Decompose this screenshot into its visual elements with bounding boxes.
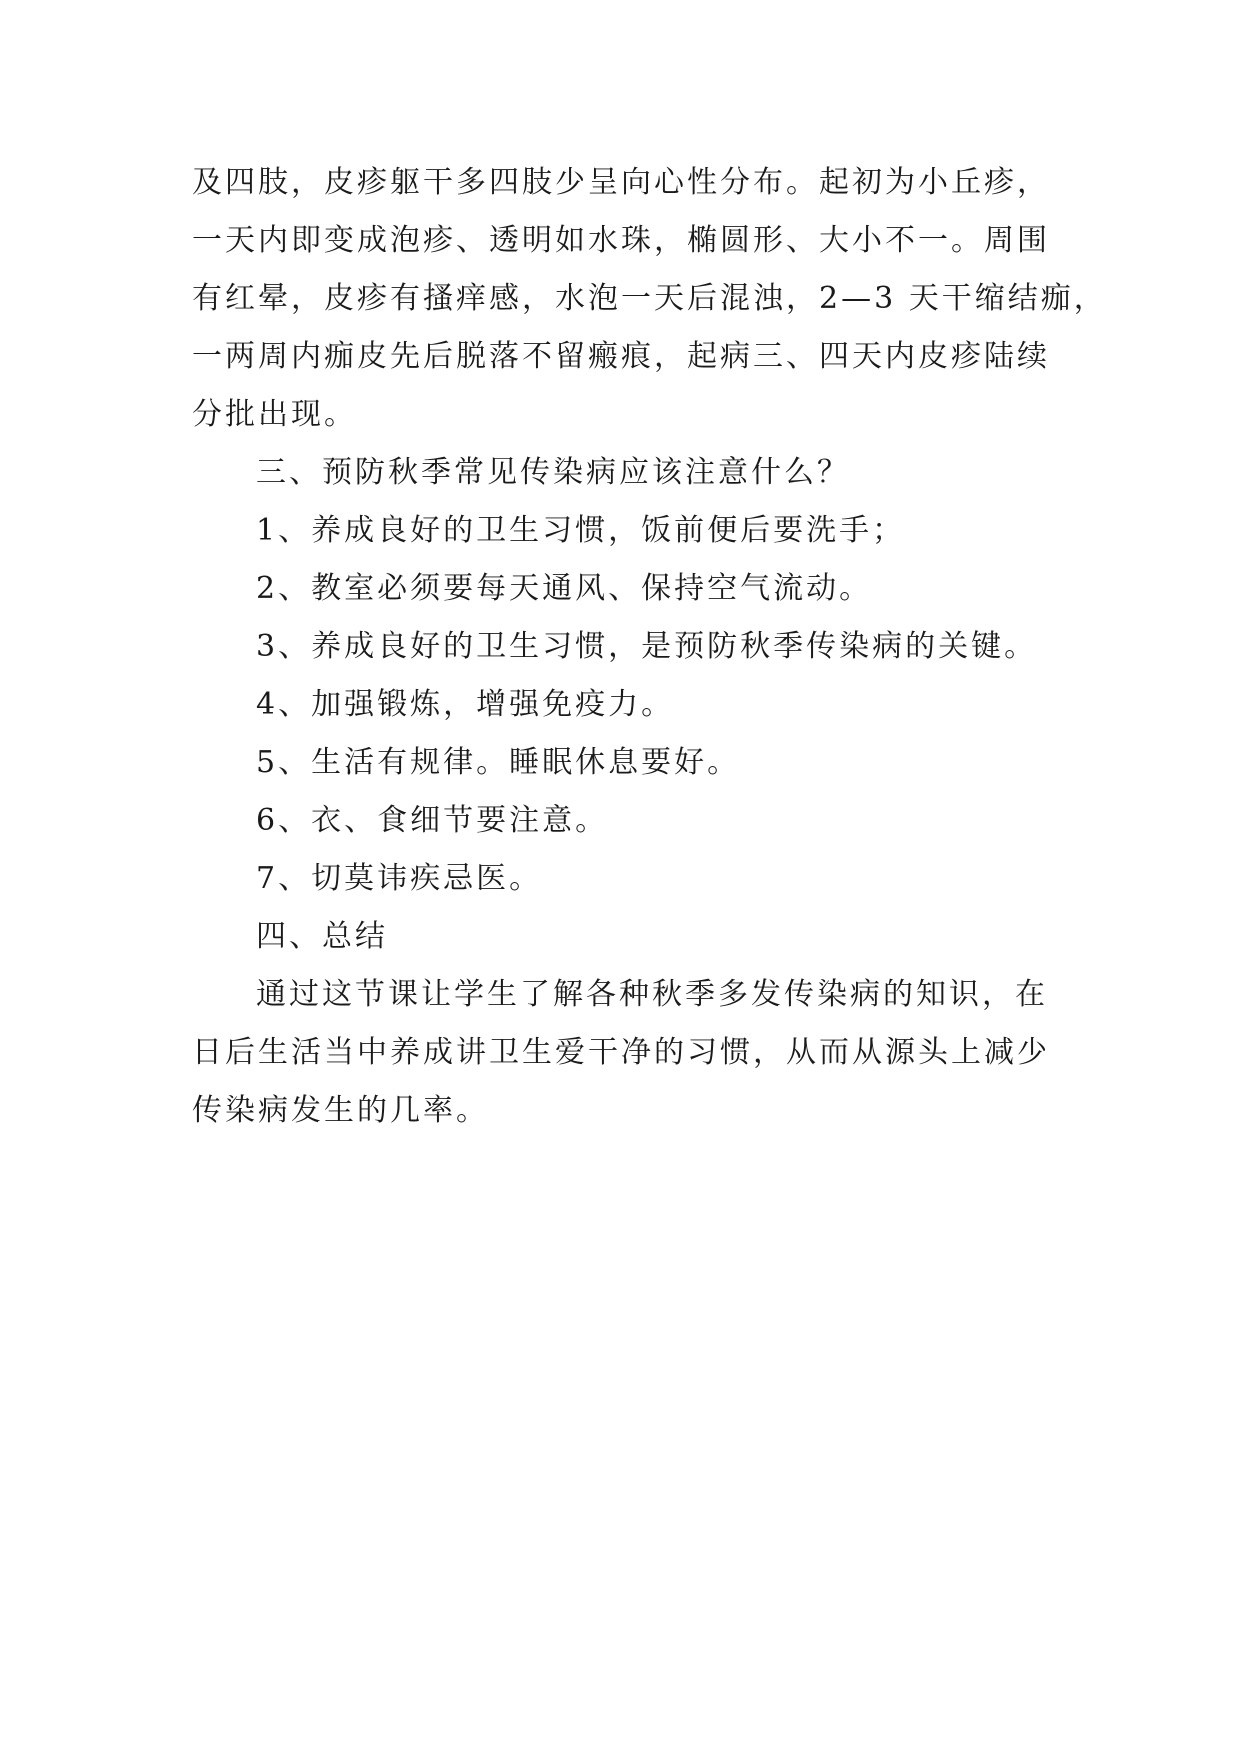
list-item: 2、教室必须要每天通风、保持空气流动。 [256,571,873,606]
paragraph-line: 一天内即变成泡疹、透明如水珠，椭圆形、大小不一。周围 [192,223,1050,258]
summary-line: 日后生活当中养成讲卫生爱干净的习惯，从而从源头上减少 [192,1035,1050,1070]
paragraph-line: 一两周内痂皮先后脱落不留瘢痕，起病三、四天内皮疹陆续 [192,339,1050,374]
list-item: 5、生活有规律。睡眠休息要好。 [256,745,741,780]
list-item: 7、切莫讳疾忌医。 [256,861,543,896]
paragraph-line: 分批出现。 [192,397,357,432]
summary-line: 通过这节课让学生了解各种秋季多发传染病的知识，在 [256,977,1048,1012]
section-heading: 四、总结 [256,919,388,954]
summary-line: 传染病发生的几率。 [192,1093,489,1128]
paragraph-line: 及四肢，皮疹躯干多四肢少呈向心性分布。起初为小丘疹， [192,165,1050,200]
section-heading: 三、预防秋季常见传染病应该注意什么？ [256,455,850,490]
list-item: 6、衣、食细节要注意。 [256,803,609,838]
list-item: 3、养成良好的卫生习惯，是预防秋季传染病的关键。 [256,629,1038,664]
document-body [192,154,1107,1140]
paragraph-line: 有红晕，皮疹有搔痒感，水泡一天后混浊，2—3 天干缩结痂， [192,281,1107,316]
list-item: 4、加强锻炼，增强免疫力。 [256,687,675,722]
list-item: 1、养成良好的卫生习惯，饭前便后要洗手； [256,513,906,548]
